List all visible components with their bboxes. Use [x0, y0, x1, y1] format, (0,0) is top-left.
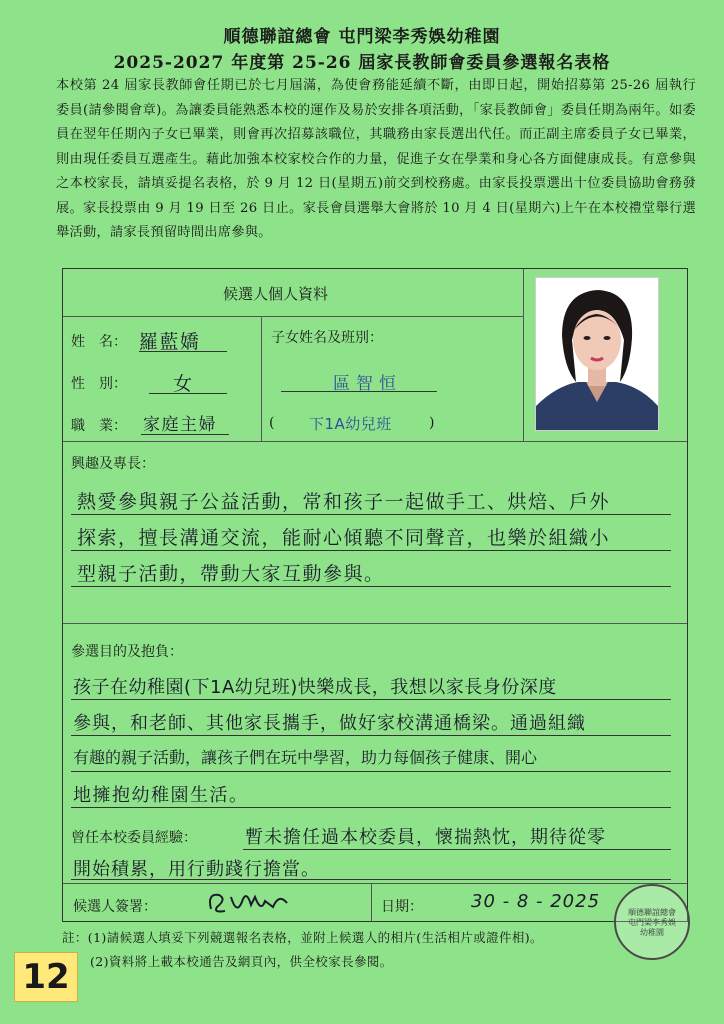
- school-seal: [614, 884, 690, 960]
- date-label: 日期：: [381, 899, 423, 915]
- interests-line: 型親子活動，帶動大家互動參與。: [77, 563, 385, 585]
- note-1: 註：(1)請候選人填妥下列競選報名表格，並附上候選人的相片(生活相片或證件相)。: [62, 930, 543, 945]
- occupation-value: 家庭主婦: [143, 415, 217, 435]
- signature-label: 候選人簽署：: [73, 899, 157, 915]
- page-number-badge: 12: [14, 952, 78, 1002]
- school-name-heading: 順德聯誼總會 屯門梁李秀娛幼稚園: [223, 27, 501, 47]
- purpose-line: 孩子在幼稚園(下1A幼兒班)快樂成長，我想以家長身份深度: [73, 677, 557, 698]
- child-class-value: 下1A幼兒班: [309, 415, 392, 433]
- purpose-label: 參選目的及抱負：: [71, 644, 183, 660]
- gender-label: 性 別：: [71, 376, 127, 392]
- note-2: (2)資料將上載本校通告及網頁內，供全校家長參閱。: [90, 954, 393, 969]
- purpose-line: 地擁抱幼稚園生活。: [73, 785, 249, 806]
- interests-line: 探索，擅長溝通交流，能耐心傾聽不同聲音，也樂於組織小: [77, 527, 611, 549]
- section-title: 候選人個人資料: [223, 285, 329, 303]
- purpose-line: 有趣的親子活動，讓孩子們在玩中學習，助力每個孩子健康、開心: [73, 748, 538, 767]
- child-label: 子女姓名及班別：: [271, 330, 383, 346]
- experience-label: 曾任本校委員經驗：: [71, 830, 197, 846]
- form-title: 2025-2027 年度第 25-26 屆家長教師會委員參選報名表格: [113, 53, 611, 73]
- date-value: 30 - 8 - 2025: [471, 891, 601, 912]
- intro-paragraph: 本校第 24 屆家長教師會任期已於七月屆滿，為使會務能延續不斷，由即日起，開始招募第 25-26 屆執行委員(請參閱會章)。為讓委員能熟悉本校的運作及易於安排各項活動，「家長教師會」委員任期為兩年。如委員在翌年任期內子女已畢業，則會再次招募該職位，其職務由家長選出代任。而正副主席委員子女已畢業，則由現任委員互選產生。藉此加強本校家校合作的力量，促進子女在學業和身心各方面健康成長。有意參與之本校家長，請填妥提名表格，於 9 月 12 日(星期五)前交到校務處。由家長投票選出十位委員協助會務發展。家長投票由 9 月 19 日至 26 日止。家長會員選舉大會將於 10 月 4 日(星期六)上午在本校禮堂舉行選舉活動，請家長預留時間出席參與。: [56, 78, 696, 240]
- interests-line: 熱愛參與親子公益活動，常和孩子一起做手工、烘焙、戶外: [77, 491, 611, 513]
- name-label: 姓 名：: [71, 334, 127, 350]
- experience-line: 暫未擔任過本校委員，懷揣熱忱，期待從零: [245, 827, 606, 848]
- occupation-label: 職 業：: [71, 418, 127, 434]
- application-form: [62, 268, 688, 922]
- candidate-signature: [203, 887, 293, 921]
- interests-label: 興趣及專長：: [71, 456, 155, 472]
- child-class-close: ): [429, 415, 435, 431]
- name-value: 羅藍嬌: [139, 331, 201, 353]
- experience-line: 開始積累，用行動踐行擔當。: [73, 859, 320, 880]
- child-name-value: 區智恒: [333, 374, 402, 394]
- gender-value: 女: [173, 373, 194, 395]
- seal-text: 順德聯誼總會屯門梁李秀娛幼稚園: [628, 908, 676, 937]
- purpose-line: 參與，和老師、其他家長攜手，做好家校溝通橋梁。通過組織: [73, 713, 586, 734]
- child-class-open: (: [269, 415, 275, 431]
- candidate-photo: [535, 277, 659, 431]
